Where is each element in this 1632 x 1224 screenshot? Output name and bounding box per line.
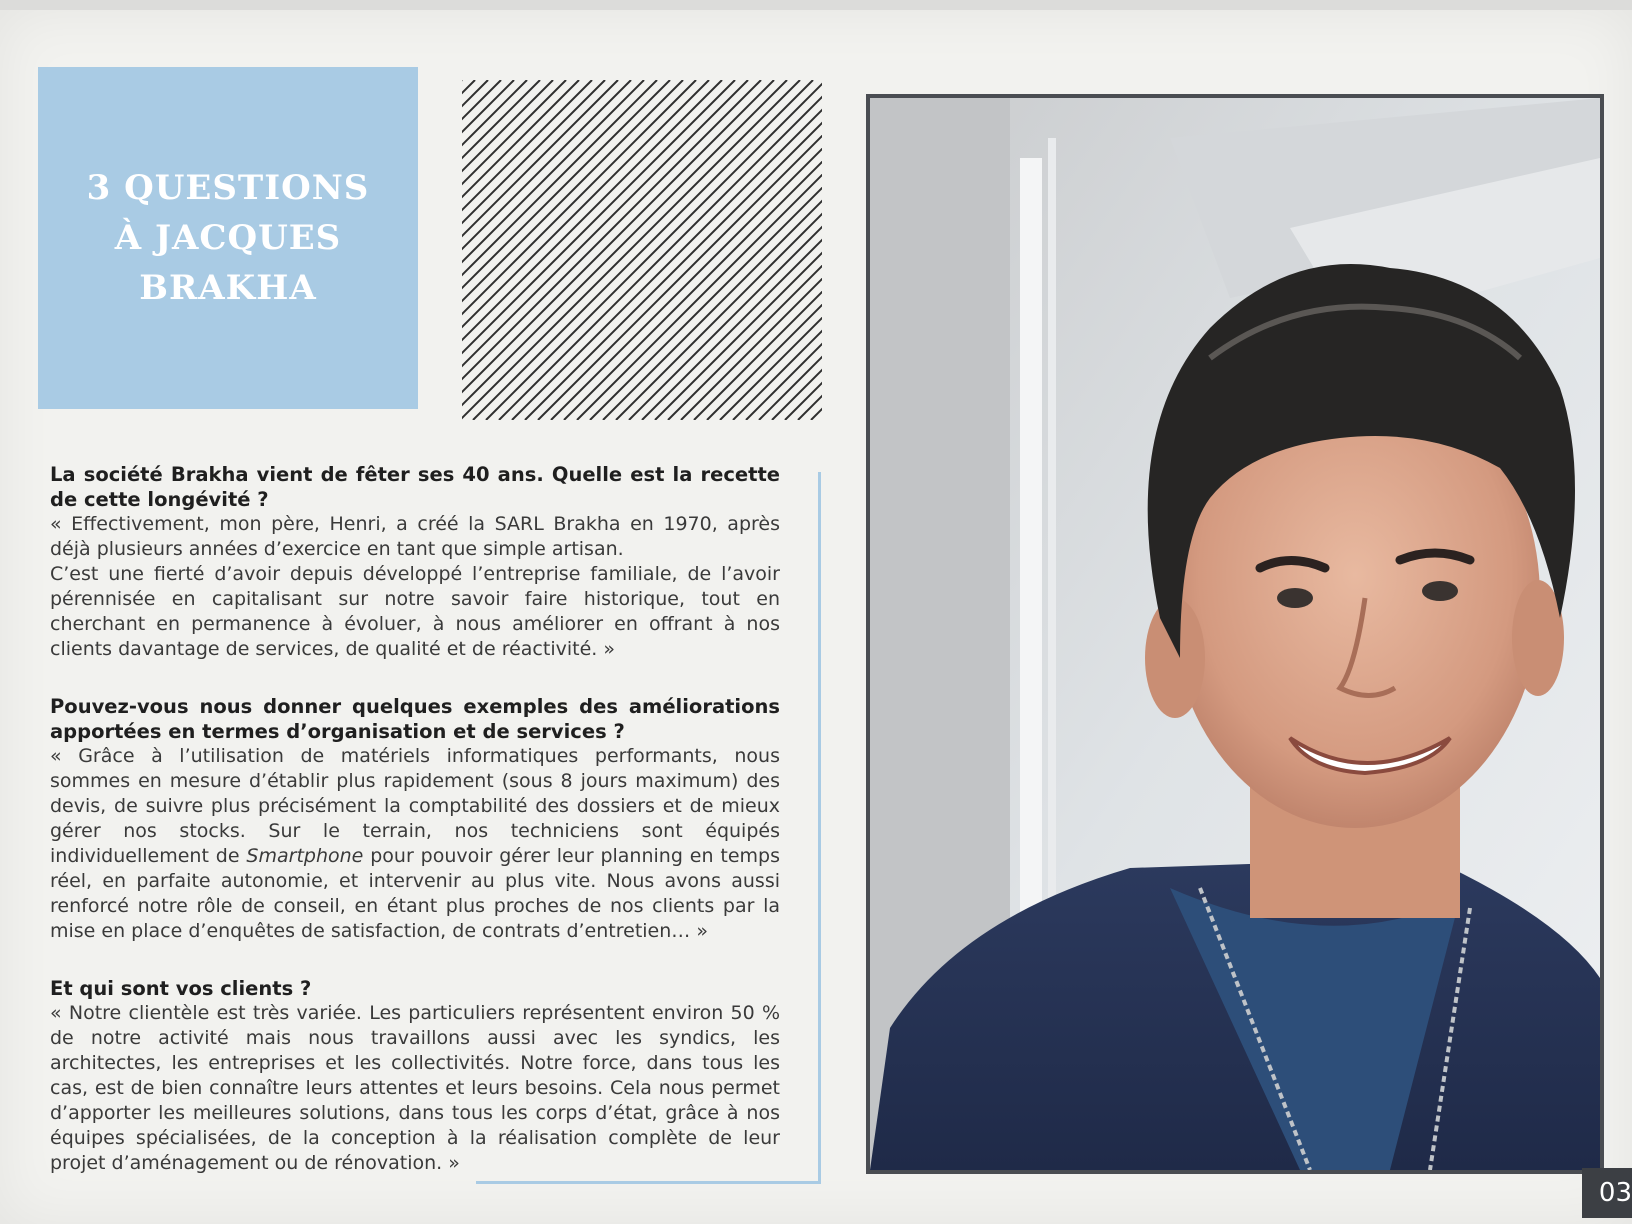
hatch-line bbox=[462, 80, 683, 420]
qa-block-3 bbox=[50, 976, 780, 1176]
magazine-page bbox=[0, 10, 1632, 1224]
hatch-line bbox=[525, 80, 822, 420]
answer-1-paragraph-2: C’est une fierté d’avoir depuis développé l’entreprise familiale, de l’avoir pérennisée en capitalisant sur notre savoir faire historique, tout en cherchant en permanence à évoluer, à nous améliorer en offrant à nos clients davantage de services, de qualité et de réactivité. » bbox=[50, 563, 780, 660]
question-3: Et qui sont vos clients ? bbox=[50, 977, 312, 1000]
diagonal-hatch-decoration bbox=[462, 80, 822, 420]
question-1: La société Brakha vient de fêter ses 40 ans. Quelle est la recette de cette longévité ? bbox=[50, 463, 780, 511]
accent-rule-vertical bbox=[818, 472, 821, 1184]
portrait-photo bbox=[866, 94, 1604, 1174]
answer-1-paragraph-1: « Effectivement, mon père, Henri, a créé la SARL Brakha en 1970, après déjà plusieurs années d’exercice en tant que simple artisan. bbox=[50, 513, 780, 560]
portrait-illustration bbox=[870, 98, 1600, 1170]
qa-block-1 bbox=[50, 462, 780, 662]
title-line-3: BRAKHA bbox=[139, 268, 317, 308]
page-number: 03 bbox=[1582, 1168, 1632, 1218]
hatch-line bbox=[462, 80, 579, 420]
hatch-line bbox=[462, 80, 761, 420]
question-2: Pouvez-vous nous donner quelques exemples des améliorations apportées en termes d’organisation et de services ? bbox=[50, 695, 780, 743]
title-line-1: 3 QUESTIONS bbox=[86, 168, 370, 208]
answer-2 bbox=[50, 744, 780, 944]
answer-2-emphasis: Smartphone bbox=[246, 845, 364, 867]
title-box bbox=[38, 67, 418, 409]
hatch-line bbox=[785, 80, 822, 420]
answer-2-part-2: pour pouvoir gérer leur planning en temps réel, en parfaite autonomie, et intervenir au plus vite. Nous avons aussi renforcé notre rôle de conseil, en étant plus proches de nos clients par la mise en place d’enquêtes de satisfaction, de contrats d’entretien… » bbox=[50, 845, 780, 942]
title-line-2: À JACQUES bbox=[114, 218, 342, 258]
answer-3: « Notre clientèle est très variée. Les particuliers représentent environ 50 % de notre activité mais nous travaillons aussi avec les syndics, les architectes, les entreprises et les collectivités. Notre force, dans tous les cas, est de bien connaître leurs attentes et leurs besoins. Cela nous permet d’apporter les meilleures solutions, dans tous les corps d’état, grâce à nos équipes spécialisées, de la conception à la réalisation complète de leur projet d’aménagement ou de rénovation. » bbox=[50, 1002, 780, 1174]
hatch-line bbox=[462, 80, 605, 420]
hatch-line bbox=[473, 80, 813, 420]
accent-rule-horizontal bbox=[476, 1181, 821, 1184]
interview-column bbox=[50, 462, 780, 1208]
hatch-line bbox=[462, 80, 501, 420]
answer-2-part-1: « Grâce à l’utilisation de matériels informatiques performants, nous sommes en mesure d’établir plus rapidement (sous 8 jours maximum) des devis, de suivre plus précisément la comptabilité des dossiers et de mieux gérer nos stocks. Sur le terrain, nos techniciens sont équipés individuellement de bbox=[50, 745, 780, 867]
qa-block-2 bbox=[50, 694, 780, 944]
